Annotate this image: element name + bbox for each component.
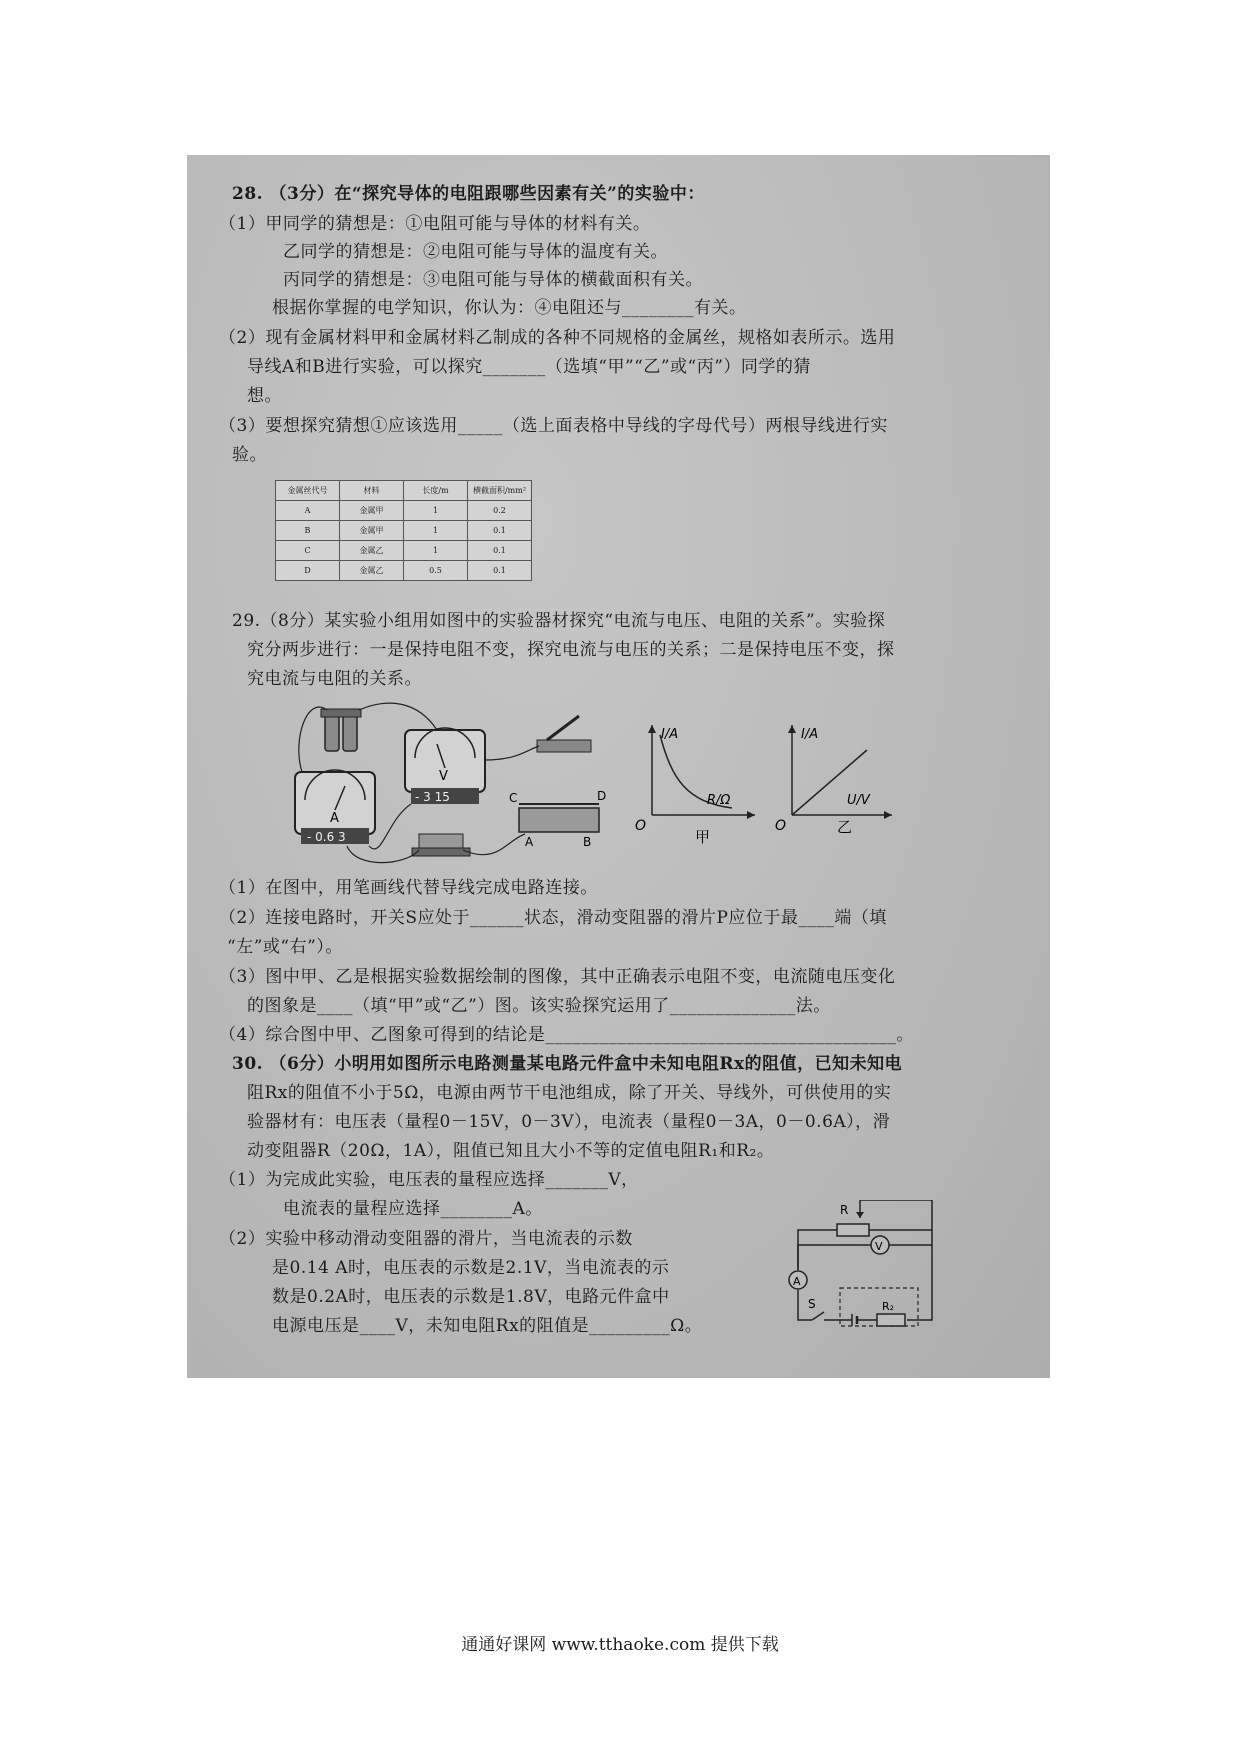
table-header-cell: 长度/m xyxy=(404,481,468,501)
table-header-cell: 材料 xyxy=(340,481,404,501)
table-row xyxy=(276,561,532,581)
table-cell: A xyxy=(276,501,340,521)
footer-credit: 通通好课网 www.tthaoke.com 提供下载 xyxy=(461,1635,779,1655)
circuit-r-label: R xyxy=(840,1203,849,1217)
ammeter-icon xyxy=(295,770,375,844)
circuit-r2-label: R₂ xyxy=(882,1300,895,1313)
q30-line2: 阻Rx的阻值不小于5Ω，电源由两节干电池组成，除了开关、导线外，可供使用的实 xyxy=(247,1083,892,1103)
circuit-diagram xyxy=(782,1200,942,1330)
table-cell: 0.2 xyxy=(468,501,532,521)
q29-sub2-line1: （2）连接电路时，开关S应处于______状态，滑动变阻器的滑片P应位于最____端（填 xyxy=(219,908,887,928)
q30-line1: 30. （6分）小明用如图所示电路测量某电路元件盒中未知电阻Rx的阻值，已知未知电 xyxy=(232,1054,903,1074)
table-cell: D xyxy=(276,561,340,581)
q30-line4: 动变阻器R（20Ω，1A），阻值已知且大小不等的定值电阻R₁和R₂。 xyxy=(247,1141,775,1161)
table-cell: 金属乙 xyxy=(340,541,404,561)
circuit-s-label: S xyxy=(808,1297,816,1311)
q30-line3: 验器材有：电压表（量程0－15V，0－3V），电流表（量程0－3A，0－0.6A），滑 xyxy=(247,1112,891,1132)
table-header-cell: 横截面积/mm² xyxy=(468,481,532,501)
rheostat-label-c: C xyxy=(509,791,518,805)
apparatus-figure xyxy=(287,700,607,870)
table-header-row xyxy=(276,481,532,501)
table-cell: 1 xyxy=(404,541,468,561)
q28-part1-line1: （1）甲同学的猜想是：①电阻可能与导体的材料有关。 xyxy=(219,214,651,234)
voltmeter-icon xyxy=(405,728,485,804)
table-header-cell: 金属丝代号 xyxy=(276,481,340,501)
q30-sub2-line3: 数是0.2A时，电压表的示数是1.8V，电路元件盒中 xyxy=(272,1287,670,1307)
q29-sub3-line1: （3）图中甲、乙是根据实验数据绘制的图像，其中正确表示电阻不变，电流随电压变化 xyxy=(219,967,896,987)
q30-sub1-line2: 电流表的量程应选择________A。 xyxy=(283,1199,543,1219)
graph-yi-ylabel: I/A xyxy=(801,727,819,742)
rheostat-icon xyxy=(509,789,606,849)
ammeter-symbol xyxy=(789,1271,807,1289)
circuit-v-label: V xyxy=(875,1240,883,1253)
voltmeter-scale: - 3 15 xyxy=(415,790,450,804)
q28-part1-line4: 根据你掌握的电学知识，你认为：④电阻还与________有关。 xyxy=(272,298,747,318)
table-cell: 0.1 xyxy=(468,561,532,581)
switch-icon xyxy=(537,716,591,752)
table-cell: C xyxy=(276,541,340,561)
q29-line2: 究分两步进行：一是保持电阻不变，探究电流与电压的关系；二是保持电压不变，探 xyxy=(247,640,895,660)
q28-part2-line3: 想。 xyxy=(247,386,282,406)
q28-part3-line1: （3）要想探究猜想①应该选用_____（选上面表格中导线的字母代号）两根导线进行实 xyxy=(219,416,888,436)
q29-line1: 29.（8分）某实验小组用如图中的实验器材探究“电流与电压、电阻的关系”。实验探 xyxy=(232,611,886,631)
graph-jia-origin: O xyxy=(635,818,647,834)
ammeter-letter: A xyxy=(330,811,339,826)
table-cell: 金属甲 xyxy=(340,521,404,541)
q28-part1-line2: 乙同学的猜想是：②电阻可能与导体的温度有关。 xyxy=(283,242,668,262)
graph-jia-xlabel: R/Ω xyxy=(707,793,731,808)
table-cell: 1 xyxy=(404,501,468,521)
switch-symbol xyxy=(808,1297,824,1320)
voltmeter-symbol xyxy=(871,1236,889,1254)
q28-part1-line3: 丙同学的猜想是：③电阻可能与导体的横截面积有关。 xyxy=(283,270,703,290)
q28-part3-line2: 验。 xyxy=(232,445,267,465)
q29-sub4: （4）综合图中甲、乙图象可得到的结论是_______________________________________。 xyxy=(219,1025,914,1045)
graph-yi-origin: O xyxy=(775,818,787,834)
component-box xyxy=(824,1288,918,1326)
q28-part2-line2: 导线A和B进行实验，可以探究_______（选填“甲”“乙”或“丙”）同学的猜 xyxy=(247,357,811,377)
ammeter-scale: - 0.6 3 xyxy=(307,830,346,844)
table-cell: 0.5 xyxy=(404,561,468,581)
q29-sub3-line2: 的图象是____（填“甲”或“乙”）图。该实验探究运用了______________法。 xyxy=(247,996,831,1016)
circuit-a-label: A xyxy=(793,1275,801,1288)
q30-sub1-line1: （1）为完成此实验，电压表的量程应选择_______V， xyxy=(219,1170,639,1190)
table-cell: 1 xyxy=(404,521,468,541)
rheostat-label-a: A xyxy=(525,835,534,849)
rheostat-label-b: B xyxy=(583,835,592,849)
q29-line3: 究电流与电阻的关系。 xyxy=(247,669,422,689)
graph-jia-caption: 甲 xyxy=(695,828,711,846)
q29-sub1: （1）在图中，用笔画线代替导线完成电路连接。 xyxy=(219,878,598,898)
table-row xyxy=(276,521,532,541)
q30-sub2-line1: （2）实验中移动滑动变阻器的滑片，当电流表的示数 xyxy=(219,1229,633,1249)
q29-sub2-line2: “左”或“右”）。 xyxy=(227,937,343,957)
battery-icon xyxy=(321,709,361,751)
q30-sub2-line4: 电源电压是____V，未知电阻Rx的阻值是_________Ω。 xyxy=(272,1316,703,1336)
resistor-icon xyxy=(412,834,470,856)
graph-yi xyxy=(767,720,897,855)
table-row xyxy=(276,501,532,521)
rheostat-label-d: D xyxy=(597,789,607,803)
rheostat-symbol xyxy=(837,1203,869,1236)
table-cell: 金属乙 xyxy=(340,561,404,581)
graph-jia-ylabel: I/A xyxy=(661,727,679,742)
q30-sub2-line2: 是0.14 A时，电压表的示数是2.1V，当电流表的示 xyxy=(272,1258,670,1278)
table-row xyxy=(276,541,532,561)
graph-yi-caption: 乙 xyxy=(837,818,853,836)
voltmeter-letter: V xyxy=(439,769,448,784)
wire-spec-table xyxy=(275,480,532,581)
q28-part2-line1: （2）现有金属材料甲和金属材料乙制成的各种不同规格的金属丝，规格如表所示。选用 xyxy=(219,328,896,348)
graph-yi-xlabel: U/V xyxy=(847,793,870,808)
table-cell: 0.1 xyxy=(468,521,532,541)
circuit-wires xyxy=(798,1200,932,1320)
graph-jia xyxy=(627,720,757,855)
table-cell: 0.1 xyxy=(468,541,532,561)
q28-title: 28. （3分）在“探究导体的电阻跟哪些因素有关”的实验中： xyxy=(232,184,705,204)
table-cell: 金属甲 xyxy=(340,501,404,521)
scanned-exam-page xyxy=(187,155,1050,1378)
table-cell: B xyxy=(276,521,340,541)
